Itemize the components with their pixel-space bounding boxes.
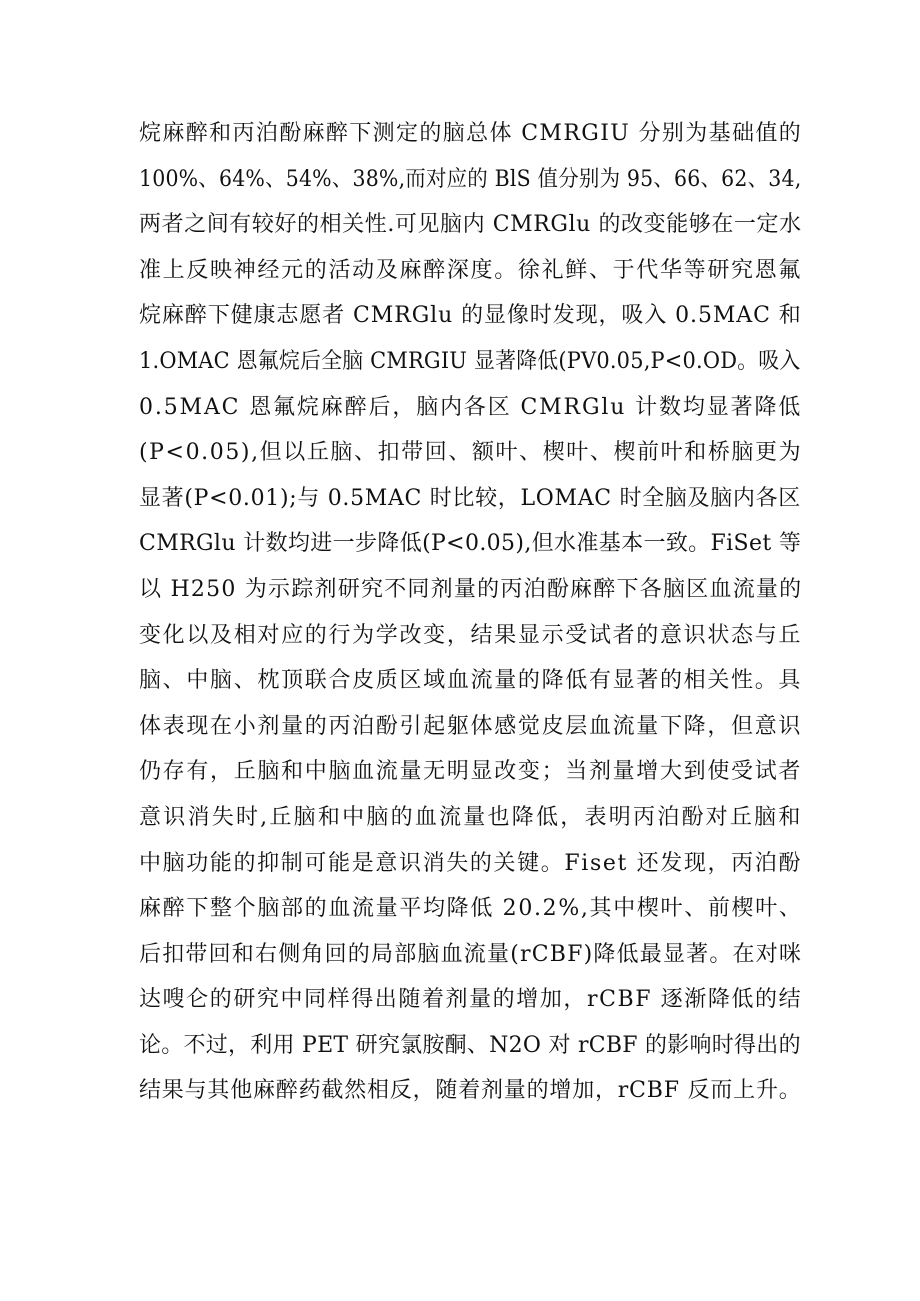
text-line-15: 仍存有，丘脑和中脑血流量无明显改变；当剂量增大到使受试者 <box>139 759 803 785</box>
text-line-10: CMRGlu 计数均进一步降低(P<0.05),但水准基本一致。FiSet 等 <box>139 531 802 557</box>
text-line-22: 结果与其他麻醉药截然相反，随着剂量的增加，rCBF 反而上升。 <box>139 1078 802 1104</box>
text-line-2: 100%、64%、54%、38%,而对应的 BlS 值分别为 95、66、62、34, <box>139 166 802 192</box>
body-paragraph <box>139 111 803 1114</box>
text-line-13: 脑、中脑、枕顶联合皮质区域血流量的降低有显著的相关性。具 <box>139 668 803 694</box>
text-line-16: 意识消失时,丘脑和中脑的血流量也降低，表明丙泊酚对丘脑和 <box>139 804 803 830</box>
text-line-8: (P<0.05),但以丘脑、扣带回、额叶、楔叶、楔前叶和桥脑更为 <box>139 440 803 466</box>
text-line-3: 两者之间有较好的相关性.可见脑内 CMRGlu 的改变能够在一定水 <box>139 212 802 238</box>
text-line-14: 体表现在小剂量的丙泊酚引起躯体感觉皮层血流量下降，但意识 <box>139 713 803 739</box>
text-line-1: 烷麻醉和丙泊酚麻醉下测定的脑总体 CMRGIU 分别为基础值的 <box>139 121 803 146</box>
text-line-21: 论。不过，利用 PET 研究氯胺酮、N2O 对 rCBF 的影响时得出的 <box>139 1032 801 1058</box>
text-line-20: 达嗖仑的研究中同样得出随着剂量的增加，rCBF 逐渐降低的结 <box>139 987 803 1013</box>
text-line-7: 0.5MAC 恩氟烷麻醉后，脑内各区 CMRGlu 计数均显著降低 <box>139 394 803 420</box>
text-line-12: 变化以及相对应的行为学改变，结果显示受试者的意识状态与丘 <box>139 622 803 648</box>
text-line-4: 准上反映神经元的活动及麻醉深度。徐礼鲜、于代华等研究恩氟 <box>139 257 803 283</box>
text-line-19: 后扣带回和右侧角回的局部脑血流量(rCBF)降低最显著。在对咪 <box>139 941 803 967</box>
text-line-6: 1.OMAC 恩氟烷后全脑 CMRGIU 显著降低(PV0.05,P<0.OD。吸入 <box>139 348 801 374</box>
text-line-5: 烷麻醉下健康志愿者 CMRGlu 的显像时发现，吸入 0.5MAC 和 <box>139 303 802 329</box>
text-line-11: 以 H250 为示踪剂研究不同剂量的丙泊酚麻醉下各脑区血流量的 <box>139 576 803 602</box>
text-line-17: 中脑功能的抑制可能是意识消失的关键。Fiset 还发现，丙泊酚 <box>139 850 803 876</box>
text-line-9: 显著(P<0.01);与 0.5MAC 时比较，LOMAC 时全脑及脑内各区 <box>139 485 801 511</box>
text-line-18: 麻醉下整个脑部的血流量平均降低 20.2%,其中楔叶、前楔叶、 <box>139 896 803 922</box>
